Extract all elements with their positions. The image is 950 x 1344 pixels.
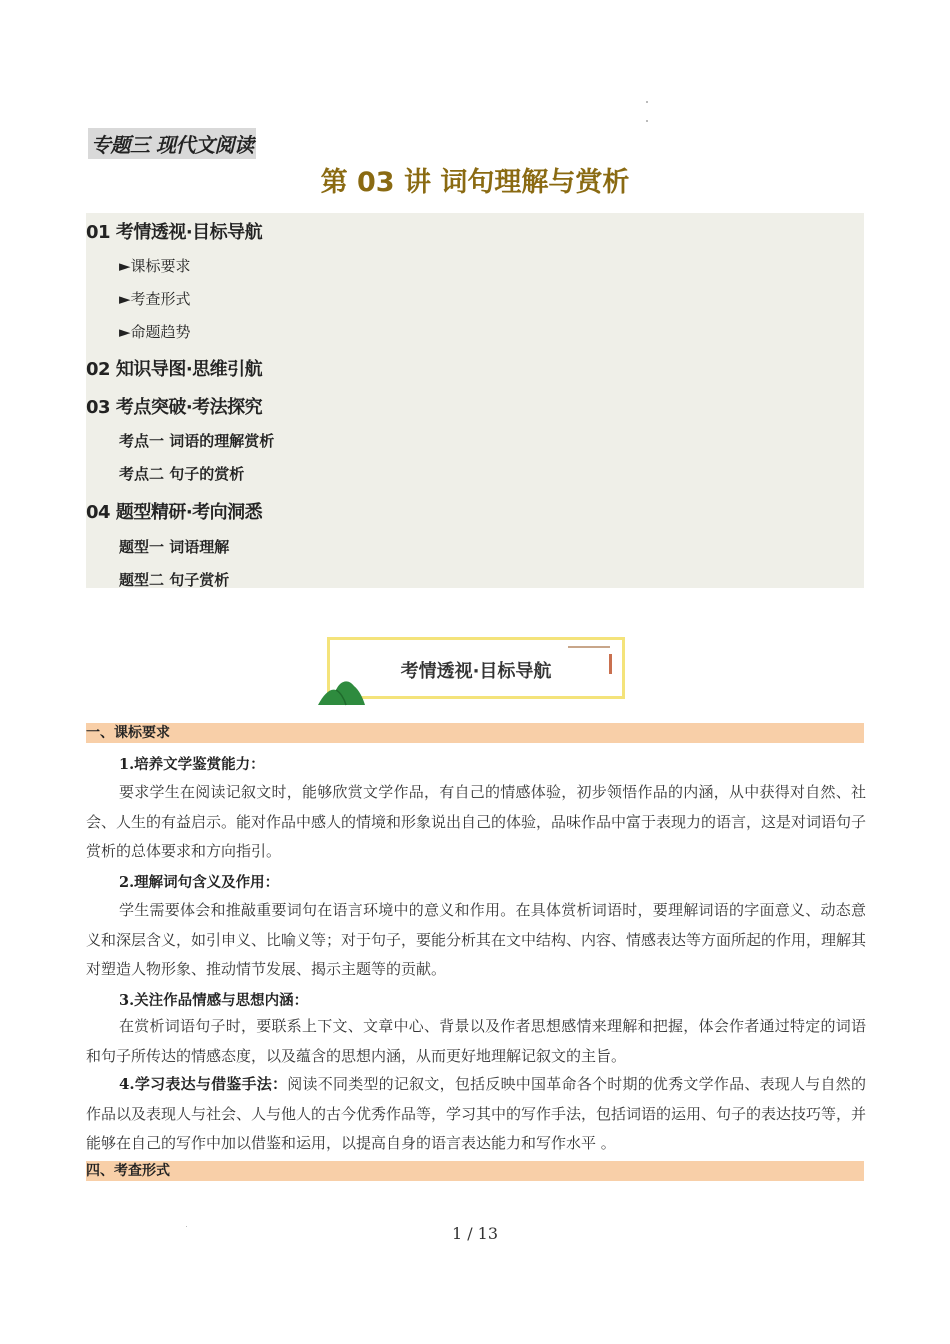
topic-label: 专题三 现代文阅读 — [88, 128, 256, 159]
table-of-contents — [86, 213, 864, 588]
point-title: 2.理解词句含义及作用： — [119, 874, 280, 891]
point-paragraph-4 — [86, 1070, 866, 1159]
toc-item[interactable]: ►命题趋势 — [119, 323, 191, 341]
banner-decoration — [609, 654, 612, 674]
point-paragraph: 在赏析词语句子时，要联系上下文、文章中心、背景以及作者思想感情来理解和把握，体会作者通过特定的词语和句子所传达的情感态度，以及蕴含的思想内涵，从而更好地理解记叙文的主旨。 — [86, 1017, 866, 1065]
point-paragraph: 学生需要体会和推敲重要词句在语言环境中的意义和作用。在具体赏析词语时，要理解词语的字面意义、动态意义和深层含义，如引申义、比喻义等；对于句子，要能分析其在文中结构、内容、情感表达等方面所起的作用，理解其对塑造人物形象、推动情节发展、揭示主题等的贡献。 — [86, 901, 867, 978]
point-paragraph: 要求学生在阅读记叙文时，能够欣赏文学作品，有自己的情感体验，初步领悟作品的内涵，从中获得对自然、社会、人生的有益启示。能对作品中感人的情境和形象说出自己的体验，品味作品中富于表现力的语言，这是对词语句子赏析的总体要求和方向指引。 — [86, 783, 867, 860]
toc-section-1[interactable]: 01 考情透视·目标导航 — [86, 222, 263, 243]
point-title: 3.关注作品情感与思想内涵： — [119, 992, 309, 1009]
point-title: 4.学习表达与借鉴手法： — [119, 1075, 288, 1093]
lecture-title: 第 03 讲 词句理解与赏析 — [320, 167, 630, 198]
section-banner — [327, 637, 625, 699]
toc-item[interactable]: 考点二 句子的赏析 — [119, 465, 245, 483]
toc-section-3[interactable]: 03 考点突破·考法探究 — [86, 397, 263, 418]
mountain-icon — [316, 676, 366, 706]
point-text: 阅读不同类型的记叙文，包括反映中国革命各个时期的优秀文学作品、表现人与自然的作品以及表现人与社会、人与他人的古今优秀作品等，学习其中的写作手法，包括词语的运用、句子的表达技巧等，并能够在自己的写作中加以借鉴和运用，以提高自身的语言表达能力和写作水平 。 — [86, 1075, 867, 1152]
toc-section-4[interactable]: 04 题型精研·考向洞悉 — [86, 502, 263, 523]
banner-decoration — [568, 646, 610, 648]
section-heading-exam-form: 四、考查形式 — [86, 1161, 864, 1181]
toc-item[interactable]: 考点一 词语的理解赏析 — [119, 432, 275, 450]
section-heading-standards: 一、课标要求 — [86, 723, 864, 743]
point-title: 1.培养文学鉴赏能力： — [119, 756, 265, 773]
banner-title: 考情透视·目标导航 — [400, 661, 552, 682]
toc-item[interactable]: ►课标要求 — [119, 257, 191, 275]
scan-dot — [646, 120, 648, 122]
toc-item[interactable]: ►考查形式 — [119, 290, 191, 308]
toc-item[interactable]: 题型二 句子赏析 — [119, 571, 230, 589]
page-number: 1 / 13 — [451, 1224, 499, 1243]
scan-dot — [646, 101, 648, 103]
toc-section-2[interactable]: 02 知识导图·思维引航 — [86, 359, 263, 380]
toc-item[interactable]: 题型一 词语理解 — [119, 538, 230, 556]
